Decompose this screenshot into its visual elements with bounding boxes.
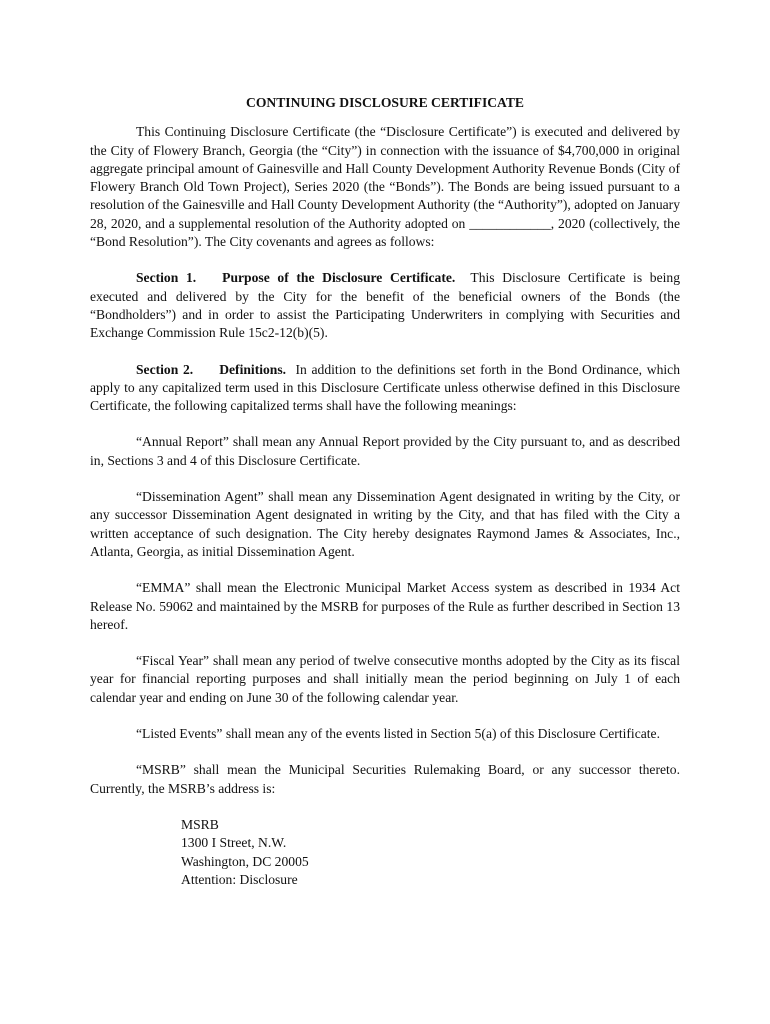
section-2-heading: Definitions. — [219, 361, 287, 377]
definition-fiscal-year: “Fiscal Year” shall mean any period of twelve consecutive months adopted by the City as its fiscal year for financial reporting purposes and shall initially mean the period beginning on July 1 of each calendar year and ending on June 30 of the following calendar year. — [90, 653, 680, 705]
address-line: 1300 I Street, N.W. — [181, 835, 287, 851]
address-line: Attention: Disclosure — [181, 871, 298, 887]
section-1-number: Section 1. — [136, 270, 197, 286]
section-2-paragraph — [90, 361, 680, 416]
section-1-text: This Disclosure Certificate is being executed and delivered by the City for the benefit of the beneficial owners of the Bonds (the “Bondholders”) and in order to assist the Participating Underwriters in complying with Securities and Exchange Commission Rule 15c2-12(b)(5). — [90, 270, 680, 341]
address-line: Washington, DC 20005 — [181, 853, 309, 869]
section-1-paragraph — [90, 269, 680, 342]
section-2-text: In addition to the definitions set forth in the Bond Ordinance, which apply to any capitalized term used in this Disclosure Certificate unless otherwise defined in this Disclosure Certificate, the following capitalized terms shall have the following meanings: — [90, 361, 680, 414]
definition-annual-report: “Annual Report” shall mean any Annual Report provided by the City pursuant to, and as described in, Sections 3 and 4 of this Disclosure Certificate. — [90, 434, 680, 468]
msrb-address — [181, 816, 680, 889]
definition-listed-events: “Listed Events” shall mean any of the events listed in Section 5(a) of this Disclosure Certificate. — [136, 726, 660, 742]
address-line: MSRB — [181, 816, 219, 832]
intro-paragraph: This Continuing Disclosure Certificate (the “Disclosure Certificate”) is executed and delivered by the City of Flowery Branch, Georgia (the “City”) in connection with the issuance of $4,700,000 in original aggregate principal amount of Gainesville and Hall County Development Authority Revenue Bonds (City of Flowery Branch Old Town Project), Series 2020 (the “Bonds”). The Bonds are being issued pursuant to a resolution of the Gainesville and Hall County Development Authority (the “Authority”), adopted on January 28, 2020, and a supplemental resolution of the Authority adopted on ____________, 2020 (collectively, the “Bond Resolution”). The City covenants and agrees as follows: — [90, 124, 680, 250]
document-title: CONTINUING DISCLOSURE CERTIFICATE — [246, 95, 524, 110]
definition-msrb: “MSRB” shall mean the Municipal Securities Rulemaking Board, or any successor thereto. Currently, the MSRB’s address is: — [90, 762, 680, 796]
section-1-heading: Purpose of the Disclosure Certificate. — [222, 270, 456, 286]
definition-dissemination-agent: “Dissemination Agent” shall mean any Dissemination Agent designated in writing by the City, or any successor Dissemination Agent designated in writing by the City, and that has filed with the City a written acceptance of such designation. The City hereby designates Raymond James & Associates, Inc., Atlanta, Georgia, as initial Dissemination Agent. — [90, 489, 680, 559]
definition-emma: “EMMA” shall mean the Electronic Municipal Market Access system as described in 1934 Act Release No. 59062 and maintained by the MSRB for purposes of the Rule as further described in Section 13 hereof. — [90, 580, 680, 632]
section-2-number: Section 2. — [136, 361, 194, 377]
